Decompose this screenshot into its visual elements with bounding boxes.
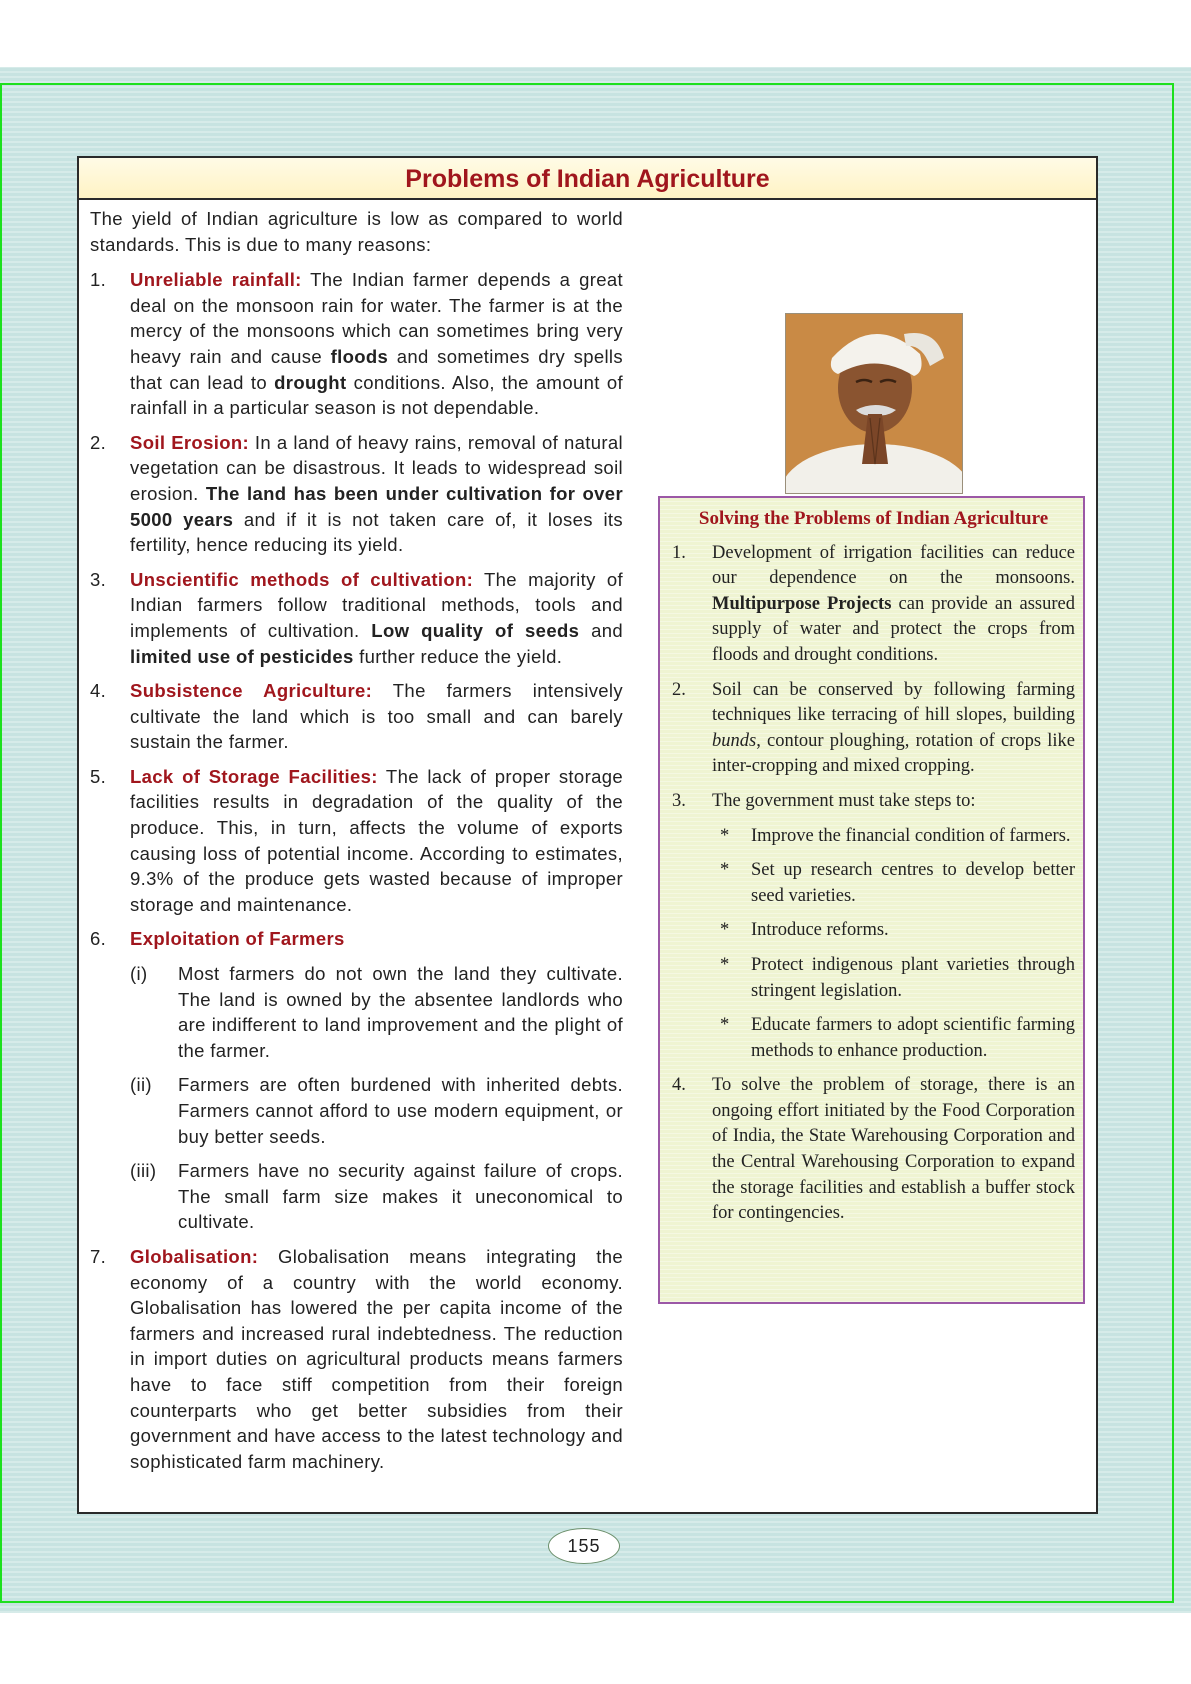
sub-item-text: Farmers are often burdened with inherited debts. Farmers cannot afford to use modern equipment, or buy better seeds. [178, 1074, 623, 1147]
problem-text: The farmers intensively cultivate the land which is too small and can barely sustain the farmer. [130, 680, 623, 753]
asterisk-bullet: * [720, 1015, 730, 1036]
problem-text: and sometimes dry spells that can lead to [130, 345, 623, 393]
problem-text: In a land of heavy rains, removal of natural vegetation can be disastrous. It leads to widespread soil erosion. [130, 431, 624, 504]
problem-item [90, 430, 623, 558]
farmer-photo [785, 313, 963, 494]
sub-item-number: (i) [130, 963, 148, 985]
solution-text: Soil can be conserved by following farming techniques like terracing of hill slopes, building [712, 679, 1075, 726]
sub-item [90, 1158, 623, 1235]
solution-subitem [672, 858, 1075, 909]
sub-item-number: (iii) [130, 1160, 157, 1182]
problem-heading: Lack of Storage Facilities: [130, 765, 378, 787]
content-panel [77, 156, 1098, 1514]
item-number: 1. [672, 542, 686, 563]
problem-heading: Subsistence Agriculture: [130, 680, 373, 702]
sub-item-text: Farmers have no security against failure of crops. The small farm size makes it uneconomical to cultivate. [178, 1160, 623, 1233]
solution-text: To solve the problem of storage, there is an ongoing effort initiated by the Food Corporation of India, the State Warehousing Corporation and the Central Warehousing Corporation to expand the storage facilities and establish a buffer stock for contingencies. [712, 1075, 1075, 1224]
problem-heading: Globalisation: [130, 1245, 259, 1267]
problem-item [90, 926, 623, 952]
problem-heading: Unscientific methods of cultivation: [130, 568, 474, 590]
problem-text: The lack of proper storage facilities results in degradation of the quality of the produce. This, in turn, affects the volume of exports causing loss of potential income. According to estimates, 9.3% of the produce gets wasted because of improper storage and maintenance. [130, 765, 623, 915]
problem-item [90, 567, 623, 669]
item-number: 3. [672, 790, 686, 811]
solution-item [672, 541, 1075, 669]
solution-text: can provide an assured supply of water and protect the crops from floods and drought conditions. [712, 593, 1075, 665]
problems-column [90, 206, 623, 1483]
bold-term: Multipurpose Projects [712, 593, 892, 614]
sub-item-text: Most farmers do not own the land they cultivate. The land is owned by the absentee landlords who are indifferent to land improvement and the plight of the farmer. [178, 963, 623, 1061]
problem-heading: Soil Erosion: [130, 431, 250, 453]
asterisk-bullet: * [720, 954, 730, 975]
solution-subitem [672, 918, 1075, 944]
item-number: 4. [672, 1075, 686, 1096]
bold-term: The land has been under cultivation for over 5000 years [130, 482, 623, 530]
item-number: 6. [90, 928, 107, 950]
solution-text: The government must take steps to: [712, 790, 976, 811]
page-title: Problems of Indian Agriculture [405, 165, 770, 193]
problem-item [90, 764, 623, 918]
item-number: 1. [90, 269, 107, 291]
solution-subitem [672, 1013, 1075, 1064]
bold-term: limited use of pesticides [130, 645, 354, 667]
sub-item-number: (ii) [130, 1074, 152, 1096]
item-number: 2. [672, 679, 686, 700]
solutions-box [658, 496, 1085, 1304]
solution-text: Development of irrigation facilities can reduce our dependence on the monsoons. [712, 542, 1075, 589]
problem-heading: Unreliable rainfall: [130, 269, 302, 291]
asterisk-bullet: * [720, 920, 730, 941]
subitem-text: Improve the financial condition of farmers. [751, 825, 1071, 846]
asterisk-bullet: * [720, 860, 730, 881]
asterisk-bullet: * [720, 825, 730, 846]
problem-text: conditions. Also, the amount of rainfall in a particular season is not dependable. [130, 371, 623, 419]
item-number: 4. [90, 680, 107, 702]
page-number: 155 [548, 1528, 620, 1564]
solution-subitem [672, 953, 1075, 1004]
praying-farmer-illustration [786, 314, 963, 494]
solution-item [672, 789, 1075, 815]
subitem-text: Educate farmers to adopt scientific farming methods to enhance production. [751, 1015, 1075, 1061]
solution-item [672, 678, 1075, 780]
solution-item [672, 1073, 1075, 1227]
problem-heading: Exploitation of Farmers [130, 928, 345, 950]
bold-term: drought [274, 371, 347, 393]
item-number: 7. [90, 1245, 107, 1267]
subitem-text: Set up research centres to develop better seed varieties. [751, 860, 1075, 906]
sub-item [90, 961, 623, 1063]
problem-item [90, 678, 623, 755]
bold-term: Low quality of seeds [371, 619, 580, 641]
solution-text: , contour ploughing, rotation of crops like inter-cropping and mixed cropping. [712, 730, 1075, 777]
bold-term: floods [330, 345, 389, 367]
problem-item [90, 1244, 623, 1474]
solutions-title: Solving the Problems of Indian Agriculture [698, 508, 1049, 529]
problem-text: and if it is not taken care of, it loses its fertility, hence reducing its yield. [130, 508, 623, 556]
sub-item [90, 1072, 623, 1149]
title-bar [79, 158, 1096, 200]
problem-text: and [579, 619, 623, 641]
problem-text: Globalisation means integrating the economy of a country with the world economy. Globalisation has lowered the per capita income of the farmers and increased rural indebtedness. The reduction in import duties on agricultural products means farmers have to face stiff competition from their foreign counterparts who get better subsidies from their government and have access to the latest technology and sophisticated farm machinery. [130, 1245, 623, 1472]
problem-text: The majority of Indian farmers follow traditional methods, tools and implements of cultivation. [130, 568, 623, 641]
item-number: 5. [90, 765, 107, 787]
italic-term: bunds [712, 730, 757, 751]
item-number: 2. [90, 431, 107, 453]
problem-text: further reduce the yield. [353, 645, 563, 667]
item-number: 3. [90, 568, 107, 590]
problem-item [90, 267, 623, 421]
subitem-text: Protect indigenous plant varieties through stringent legislation. [751, 954, 1075, 1001]
subitem-text: Introduce reforms. [751, 920, 889, 941]
solution-subitem [672, 824, 1075, 850]
problem-text: The Indian farmer depends a great deal on the monsoon rain for water. The farmer is at the mercy of the monsoons which can sometimes bring very heavy rain and cause [130, 269, 624, 367]
intro-paragraph: The yield of Indian agriculture is low as compared to world standards. This is due to many reasons: [90, 208, 623, 255]
